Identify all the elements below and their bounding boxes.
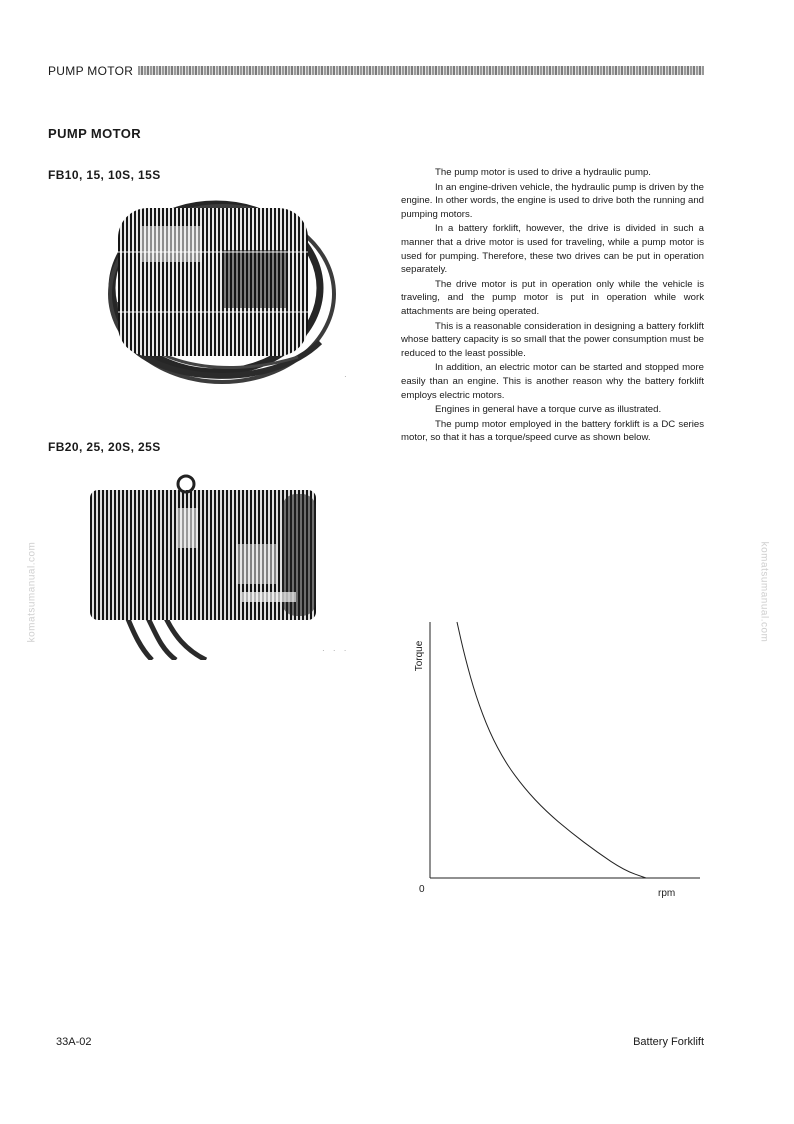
model-label-fb20: FB20, 25, 20S, 25S	[48, 440, 161, 454]
paragraph: The pump motor employed in the battery forklift is a DC series motor, so that it has a torque/speed curve as shown below.	[401, 418, 704, 444]
paragraph: In addition, an electric motor can be started and stopped more easily than an engine. This is another reason why the battery forklift employs electric motors.	[401, 362, 704, 401]
paragraph: The drive motor is put in operation only while the vehicle is traveling, and the pump motor is put in operation while work attachments are being operated.	[401, 278, 704, 317]
section-title: PUMP MOTOR	[48, 126, 142, 141]
stray-dots: · · ·	[322, 646, 350, 655]
paragraph: The pump motor is used to drive a hydraulic pump.	[435, 167, 651, 178]
pump-motor-photo-large	[86, 474, 324, 660]
paragraph: In a battery forklift, however, the drive is divided in such a manner that a drive motor is used for traveling, while a pump motor is used for pumping. Therefore, these two drives can be put in operation separately.	[401, 223, 704, 276]
header-rule	[138, 66, 704, 75]
footer-title: Battery Forklift	[633, 1036, 704, 1048]
watermark-right: komatsumanual.com	[758, 541, 770, 643]
paragraph: Engines in general have a torque curve as illustrated.	[435, 404, 662, 416]
origin-label: 0	[419, 884, 425, 895]
watermark-left: komatsumanual.com	[26, 541, 38, 643]
stray-dots: ·	[344, 372, 350, 381]
page-number: 33A-02	[56, 1036, 92, 1048]
pump-motor-photo-small	[98, 192, 338, 390]
torque-speed-chart	[408, 612, 708, 904]
torque-curve	[457, 622, 646, 878]
x-axis-label: rpm	[658, 888, 676, 899]
model-label-fb10: FB10, 15, 10S, 15S	[48, 168, 161, 182]
running-header: PUMP MOTOR	[48, 64, 134, 78]
y-axis-label: Torque	[414, 640, 425, 672]
description-text	[401, 166, 704, 446]
paragraph: In an engine-driven vehicle, the hydraulic pump is driven by the engine. In other words, the engine is used to drive both the running and pumping motors.	[401, 181, 704, 220]
paragraph: This is a reasonable consideration in designing a battery forklift whose battery capacity is so small that the power consumption must be reduced to the least possible.	[401, 320, 704, 359]
